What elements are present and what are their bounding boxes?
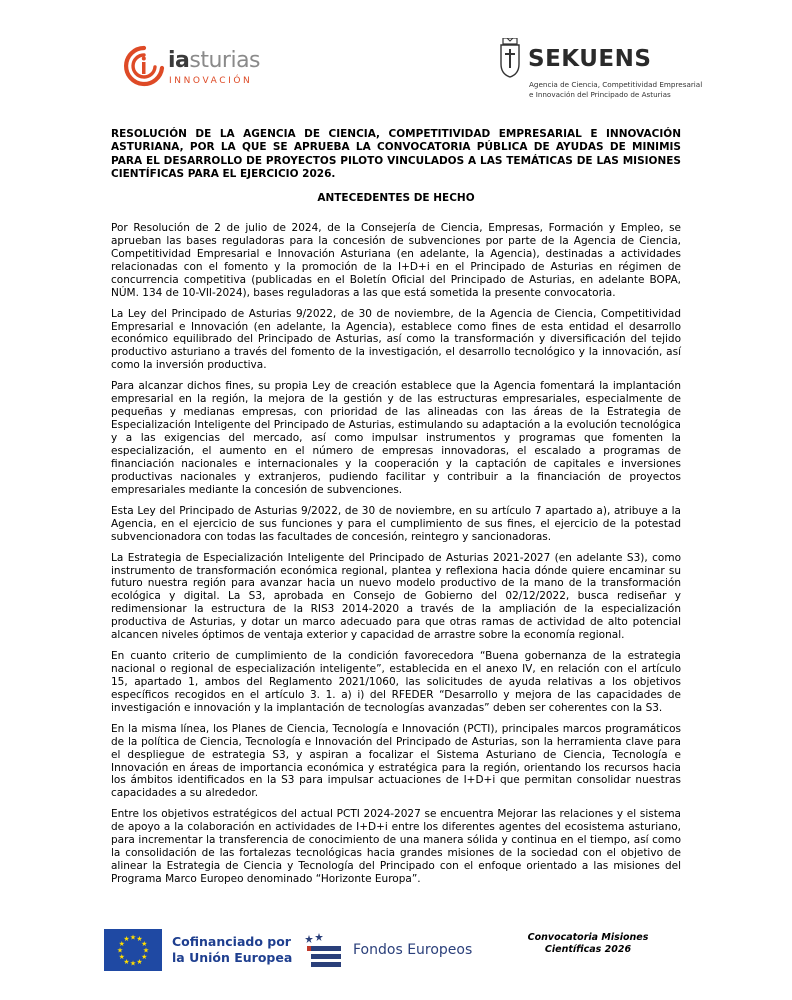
eu-flag-icon (104, 929, 162, 971)
sekuens-wordmark: SEKUENS (528, 46, 652, 72)
convocatoria-label: Convocatoria Misiones Científicas 2026 (527, 932, 649, 955)
eu-star-icon: ★ (141, 940, 148, 948)
eu-star-icon: ★ (136, 935, 143, 944)
fondos-europeos-logo (303, 932, 503, 972)
iasturias-logo (122, 44, 272, 90)
paragraph-7: En la misma línea, los Planes de Ciencia, Tecnología e Innovación (PCTI), principales marcos programáticos de la política de Ciencia, Tecnología e Innovación del Principado de Asturias, son la herramienta clave para el despliegue de estrategia S3, y aspiran a focalizar el Sistema Asturiano de Ciencia, Tecnología e Innovación en áreas de importancia económica y estratégica para la región, orientando los recursos hacia los ámbitos identificados en la S3 para impulsar actuaciones de I+D+i que permitan consolidar nuestras capacidades a su alrededor. (111, 722, 681, 800)
eu-cofinanced-text: Cofinanciado por la Unión Europea (172, 934, 293, 965)
paragraph-5: La Estrategia de Especialización Inteligente del Principado de Asturias 2021-2027 (en adelante S3), como instrumento de transformación económica regional, plantea y reflexiona hacia dónde quiere encaminar su futuro nuestra región para avanzar hacia un nuevo modelo productivo de la mano de la transformación ecológica y digital. La S3, aprobada en Consejo de Gobierno del 02/12/2022, busca rediseñar y redimensionar la estructura de la RIS3 2014-2020 a través de la ampliación de la especialización productiva de Asturias, y dotar un marco adecuado para que otras ramas de actividad de alto potencial alcancen niveles óptimos de ventaja exterior y capacidad de arrastre sobre la economía regional. (111, 551, 681, 642)
eu-star-icon: ★ (123, 957, 130, 966)
paragraph-2: La Ley del Principado de Asturias 9/2022, de 30 de noviembre, de la Agencia de Ciencia, Competitividad Empresarial e Innovación (en adelante, la Agencia), establece como fines de esta entidad el desarrollo económico equilibrado del Principado de Asturias, así como la transformación y diversificación del tejido productivo asturiano a través del fomento de la investigación, el desarrollo tecnológico y la innovación, así como la inversión productiva. (111, 307, 681, 372)
eu-star-icon: ★ (136, 957, 143, 966)
paragraph-6: En cuanto criterio de cumplimiento de la condición favorecedora “Buena gobernanza de la estrategia nacional o regional de especialización inteligente”, establecida en el anexo IV, en relación con el artículo 15, apartado 1, ambos del Reglamento 2021/1060, las solicitudes de ayuda relativas a los objetivos específicos recogidos en el artículo 3. 1. a) i) del RFEDER “Desarrollo y mejora de las capacidades de investigación e innovación y la implantación de tecnologías avanzadas” deben ser coherentes con la S3. (111, 650, 681, 714)
eu-star-icon: ★ (116, 946, 124, 955)
fondos-europeos-text: Fondos Europeos (353, 942, 473, 958)
eu-star-icon: ★ (123, 935, 130, 944)
eu-star-icon: ★ (142, 946, 150, 955)
sekuens-subtitle: Agencia de Ciencia, Competitividad Empresarial e Innovación del Principado de Asturias (529, 80, 703, 99)
iasturias-wordmark: iasturias (168, 48, 261, 73)
paragraph-4: Esta Ley del Principado de Asturias 9/2022, de 30 de noviembre, en su artículo 7 apartado a), atribuye a la Agencia, en el ejercicio de sus funciones y para el cumplimiento de sus fines, el ejercicio de la potestad subvencionadora con todas las facultades de concesión, reintegro y sancionadoras. (111, 504, 681, 543)
section-heading: ANTECEDENTES DE HECHO (317, 192, 475, 204)
sekuens-logo (498, 38, 703, 112)
eu-star-icon: ★ (129, 959, 137, 968)
document-title: RESOLUCIÓN DE LA AGENCIA DE CIENCIA, COMPETITIVIDAD EMPRESARIAL E INNOVACIÓN ASTURIANA, POR LA QUE SE APRUEBA LA CONVOCATORIA PÚBLICA DE AYUDAS DE MINIMIS PARA EL DESARROLLO DE PROYECTOS PILOTO VINCULADOS A LAS TEMÁTICAS DE LAS MISIONES CIENTÍFICAS PARA EL EJERCICIO 2026. (111, 128, 681, 181)
eu-star-icon: ★ (118, 953, 125, 961)
eu-star-icon: ★ (129, 933, 137, 942)
fondos-europeos-icon (303, 932, 345, 972)
paragraph-1: Por Resolución de 2 de julio de 2024, de la Consejería de Ciencia, Empresas, Formación y Empleo, se aprueban las bases reguladoras para la concesión de subvenciones por parte de la Agencia de Ciencia, Competitividad Empresarial e Innovación Asturiana (en adelante, la Agencia), destinadas a actividades relacionadas con el fomento y la promoción de la I+D+i en el Principado de Asturias en régimen de concurrencia competitiva (publicadas en el Boletín Oficial del Principado de Asturias, en adelante BOPA, NÚM. 134 de 10-VII-2024), bases reguladoras a las que está sometida la presente convocatoria. (111, 222, 681, 299)
iasturias-swirl-icon (122, 44, 166, 90)
eu-star-icon: ★ (141, 953, 148, 961)
iasturias-subtitle: INNOVACIÓN (169, 76, 253, 86)
document-body (111, 222, 681, 894)
paragraph-3: Para alcanzar dichos fines, su propia Ley de creación establece que la Agencia fomentará la implantación empresarial en la región, la mejora de la gestión y de las estructuras empresariales, especialmente de pequeñas y medianas empresas, con prioridad de las alineadas con las áreas de la Estrategia de Especialización Inteligente del Principado de Asturias, estimulando su adaptación a la evolución tecnológica y a las exigencias del mercado, así como impulsar instrumentos y programas que fomenten la especialización, el aumento en el número de empresas innovadoras, el escalado a programas de financiación nacionales e internacionales y la cooperación y la captación de capitales e inversiones productivas nacionales y extranjeros, pudiendo facilitar y contribuir a la financiación de proyectos empresariales mediante la concesión de subvenciones. (111, 380, 681, 496)
asturias-coat-of-arms-icon (498, 38, 522, 78)
eu-star-icon: ★ (118, 940, 125, 948)
eu-cofinanced-logo (104, 929, 293, 973)
paragraph-8: Entre los objetivos estratégicos del actual PCTI 2024-2027 se encuentra Mejorar las relaciones y el sistema de apoyo a la colaboración en actividades de I+D+i entre los diferentes agentes del ecosistema asturiano, para incrementar la transferencia de conocimiento de una manera sólida y continua en el tiempo, así como la consolidación de las fortalezas tecnológicas hacia grandes misiones de la sociedad con el objetivo de alinear la Estrategia de Ciencia y Tecnología del Principado con el enfoque orientado a las misiones del Programa Marco Europeo denominado “Horizonte Europa”. (111, 808, 681, 885)
